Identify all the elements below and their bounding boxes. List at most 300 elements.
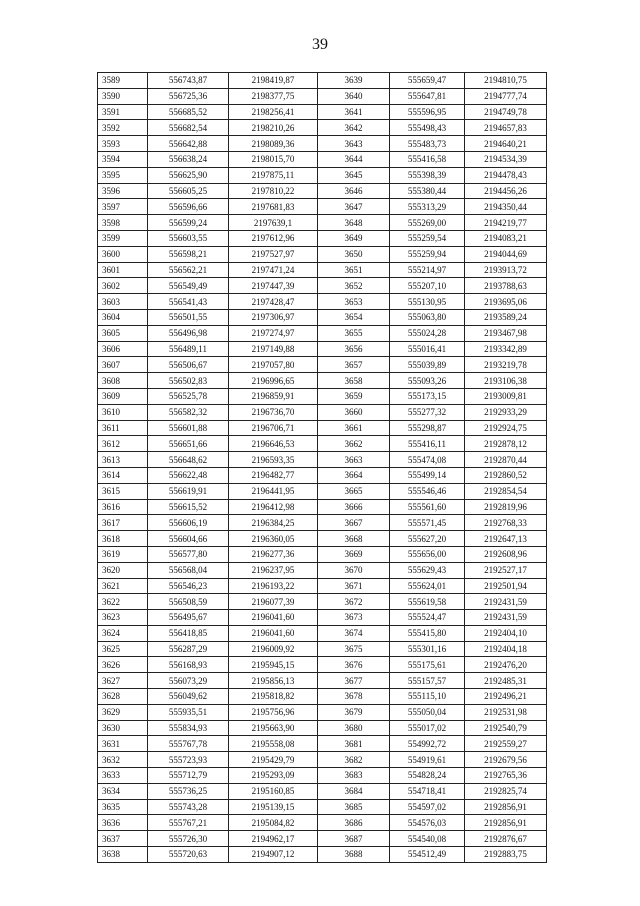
table-row (98, 641, 547, 657)
point-number-cell: 3643 (318, 136, 390, 152)
x-coordinate-cell: 554576,03 (390, 815, 465, 831)
table-row (98, 689, 547, 705)
point-number-cell: 3629 (98, 704, 148, 720)
y-coordinate-cell: 2194083,21 (465, 230, 547, 246)
x-coordinate-cell: 555767,78 (148, 736, 229, 752)
x-coordinate-cell: 556601,88 (148, 420, 229, 436)
x-coordinate-cell: 555736,25 (148, 783, 229, 799)
y-coordinate-cell: 2192501,94 (465, 578, 547, 594)
table-row (98, 610, 547, 626)
point-number-cell: 3636 (98, 815, 148, 831)
y-coordinate-cell: 2196412,98 (229, 499, 318, 515)
table-row (98, 673, 547, 689)
x-coordinate-cell: 556049,62 (148, 689, 229, 705)
point-number-cell: 3683 (318, 768, 390, 784)
point-number-cell: 3589 (98, 73, 148, 89)
y-coordinate-cell: 2193589,24 (465, 309, 547, 325)
table-row (98, 720, 547, 736)
y-coordinate-cell: 2197639,1 (229, 215, 318, 231)
y-coordinate-cell: 2197612,96 (229, 230, 318, 246)
y-coordinate-cell: 2196482,77 (229, 467, 318, 483)
point-number-cell: 3660 (318, 404, 390, 420)
y-coordinate-cell: 2192531,98 (465, 704, 547, 720)
x-coordinate-cell: 554992,72 (390, 736, 465, 752)
table-row (98, 562, 547, 578)
table-row (98, 230, 547, 246)
x-coordinate-cell: 555175,61 (390, 657, 465, 673)
x-coordinate-cell: 556619,91 (148, 483, 229, 499)
x-coordinate-cell: 555301,16 (390, 641, 465, 657)
x-coordinate-cell: 555624,01 (390, 578, 465, 594)
y-coordinate-cell: 2198256,41 (229, 104, 318, 120)
x-coordinate-cell: 556073,29 (148, 673, 229, 689)
y-coordinate-cell: 2192856,91 (465, 815, 547, 831)
x-coordinate-cell: 555629,43 (390, 562, 465, 578)
y-coordinate-cell: 2192431,59 (465, 610, 547, 626)
point-number-cell: 3641 (318, 104, 390, 120)
y-coordinate-cell: 2197274,97 (229, 325, 318, 341)
point-number-cell: 3657 (318, 357, 390, 373)
point-number-cell: 3652 (318, 278, 390, 294)
y-coordinate-cell: 2192768,33 (465, 515, 547, 531)
y-coordinate-cell: 2194044,69 (465, 246, 547, 262)
y-coordinate-cell: 2192647,13 (465, 531, 547, 547)
y-coordinate-cell: 2195756,96 (229, 704, 318, 720)
point-number-cell: 3655 (318, 325, 390, 341)
table-row (98, 625, 547, 641)
point-number-cell: 3662 (318, 436, 390, 452)
point-number-cell: 3635 (98, 799, 148, 815)
y-coordinate-cell: 2192856,91 (465, 799, 547, 815)
x-coordinate-cell: 555380,44 (390, 183, 465, 199)
y-coordinate-cell: 2192404,10 (465, 625, 547, 641)
point-number-cell: 3603 (98, 294, 148, 310)
point-number-cell: 3606 (98, 341, 148, 357)
x-coordinate-cell: 555712,79 (148, 768, 229, 784)
y-coordinate-cell: 2193788,63 (465, 278, 547, 294)
table-row (98, 136, 547, 152)
point-number-cell: 3649 (318, 230, 390, 246)
y-coordinate-cell: 2196277,36 (229, 546, 318, 562)
point-number-cell: 3593 (98, 136, 148, 152)
y-coordinate-cell: 2192476,20 (465, 657, 547, 673)
y-coordinate-cell: 2194350,44 (465, 199, 547, 215)
point-number-cell: 3601 (98, 262, 148, 278)
point-number-cell: 3623 (98, 610, 148, 626)
point-number-cell: 3616 (98, 499, 148, 515)
point-number-cell: 3610 (98, 404, 148, 420)
point-number-cell: 3671 (318, 578, 390, 594)
point-number-cell: 3624 (98, 625, 148, 641)
table-row (98, 73, 547, 89)
y-coordinate-cell: 2192527,17 (465, 562, 547, 578)
table-row (98, 183, 547, 199)
table-row (98, 104, 547, 120)
point-number-cell: 3611 (98, 420, 148, 436)
y-coordinate-cell: 2193106,38 (465, 373, 547, 389)
table-row (98, 309, 547, 325)
table-row (98, 546, 547, 562)
x-coordinate-cell: 555039,89 (390, 357, 465, 373)
y-coordinate-cell: 2195084,82 (229, 815, 318, 831)
point-number-cell: 3663 (318, 452, 390, 468)
y-coordinate-cell: 2194657,83 (465, 120, 547, 136)
x-coordinate-cell: 556168,93 (148, 657, 229, 673)
table-row (98, 373, 547, 389)
y-coordinate-cell: 2192924,75 (465, 420, 547, 436)
y-coordinate-cell: 2194219,77 (465, 215, 547, 231)
point-number-cell: 3687 (318, 831, 390, 847)
y-coordinate-cell: 2192883,75 (465, 847, 547, 863)
y-coordinate-cell: 2198210,26 (229, 120, 318, 136)
point-number-cell: 3681 (318, 736, 390, 752)
y-coordinate-cell: 2197471,24 (229, 262, 318, 278)
x-coordinate-cell: 556651,66 (148, 436, 229, 452)
x-coordinate-cell: 555415,80 (390, 625, 465, 641)
table-row (98, 420, 547, 436)
x-coordinate-cell: 555524,47 (390, 610, 465, 626)
y-coordinate-cell: 2194749,78 (465, 104, 547, 120)
table-row (98, 88, 547, 104)
point-number-cell: 3600 (98, 246, 148, 262)
table-row (98, 783, 547, 799)
table-row (98, 452, 547, 468)
table-row (98, 483, 547, 499)
point-number-cell: 3599 (98, 230, 148, 246)
x-coordinate-cell: 555647,81 (390, 88, 465, 104)
y-coordinate-cell: 2196736,70 (229, 404, 318, 420)
point-number-cell: 3654 (318, 309, 390, 325)
table-row (98, 167, 547, 183)
y-coordinate-cell: 2196996,65 (229, 373, 318, 389)
point-number-cell: 3673 (318, 610, 390, 626)
point-number-cell: 3645 (318, 167, 390, 183)
y-coordinate-cell: 2193219,78 (465, 357, 547, 373)
point-number-cell: 3668 (318, 531, 390, 547)
point-number-cell: 3658 (318, 373, 390, 389)
x-coordinate-cell: 556496,98 (148, 325, 229, 341)
x-coordinate-cell: 555723,93 (148, 752, 229, 768)
point-number-cell: 3591 (98, 104, 148, 120)
y-coordinate-cell: 2195818,82 (229, 689, 318, 705)
table-row (98, 594, 547, 610)
x-coordinate-cell: 556625,90 (148, 167, 229, 183)
x-coordinate-cell: 556599,24 (148, 215, 229, 231)
x-coordinate-cell: 556582,32 (148, 404, 229, 420)
y-coordinate-cell: 2192608,96 (465, 546, 547, 562)
point-number-cell: 3634 (98, 783, 148, 799)
x-coordinate-cell: 554828,24 (390, 768, 465, 784)
point-number-cell: 3684 (318, 783, 390, 799)
point-number-cell: 3664 (318, 467, 390, 483)
y-coordinate-cell: 2194534,39 (465, 151, 547, 167)
y-coordinate-cell: 2198015,70 (229, 151, 318, 167)
point-number-cell: 3619 (98, 546, 148, 562)
x-coordinate-cell: 555474,08 (390, 452, 465, 468)
point-number-cell: 3595 (98, 167, 148, 183)
y-coordinate-cell: 2192431,59 (465, 594, 547, 610)
y-coordinate-cell: 2192876,67 (465, 831, 547, 847)
point-number-cell: 3672 (318, 594, 390, 610)
x-coordinate-cell: 556287,29 (148, 641, 229, 657)
x-coordinate-cell: 556596,66 (148, 199, 229, 215)
x-coordinate-cell: 554919,61 (390, 752, 465, 768)
y-coordinate-cell: 2192933,29 (465, 404, 547, 420)
x-coordinate-cell: 554597,02 (390, 799, 465, 815)
table-row (98, 215, 547, 231)
y-coordinate-cell: 2198377,75 (229, 88, 318, 104)
x-coordinate-cell: 556502,83 (148, 373, 229, 389)
point-number-cell: 3609 (98, 388, 148, 404)
y-coordinate-cell: 2198419,87 (229, 73, 318, 89)
x-coordinate-cell: 555659,47 (390, 73, 465, 89)
point-number-cell: 3608 (98, 373, 148, 389)
y-coordinate-cell: 2192819,96 (465, 499, 547, 515)
y-coordinate-cell: 2196077,39 (229, 594, 318, 610)
point-number-cell: 3633 (98, 768, 148, 784)
table-row (98, 657, 547, 673)
point-number-cell: 3632 (98, 752, 148, 768)
point-number-cell: 3617 (98, 515, 148, 531)
point-number-cell: 3592 (98, 120, 148, 136)
x-coordinate-cell: 555416,11 (390, 436, 465, 452)
y-coordinate-cell: 2194478,43 (465, 167, 547, 183)
point-number-cell: 3637 (98, 831, 148, 847)
x-coordinate-cell: 555130,95 (390, 294, 465, 310)
x-coordinate-cell: 555115,10 (390, 689, 465, 705)
x-coordinate-cell: 555627,20 (390, 531, 465, 547)
point-number-cell: 3618 (98, 531, 148, 547)
y-coordinate-cell: 2196384,25 (229, 515, 318, 531)
y-coordinate-cell: 2197149,88 (229, 341, 318, 357)
x-coordinate-cell: 555214,97 (390, 262, 465, 278)
coordinates-table (97, 72, 547, 863)
x-coordinate-cell: 556495,67 (148, 610, 229, 626)
x-coordinate-cell: 556598,21 (148, 246, 229, 262)
point-number-cell: 3627 (98, 673, 148, 689)
point-number-cell: 3640 (318, 88, 390, 104)
point-number-cell: 3630 (98, 720, 148, 736)
x-coordinate-cell: 555571,45 (390, 515, 465, 531)
table-row (98, 467, 547, 483)
y-coordinate-cell: 2192870,44 (465, 452, 547, 468)
x-coordinate-cell: 555483,73 (390, 136, 465, 152)
x-coordinate-cell: 556506,67 (148, 357, 229, 373)
point-number-cell: 3651 (318, 262, 390, 278)
point-number-cell: 3596 (98, 183, 148, 199)
point-number-cell: 3614 (98, 467, 148, 483)
x-coordinate-cell: 556541,43 (148, 294, 229, 310)
point-number-cell: 3622 (98, 594, 148, 610)
point-number-cell: 3642 (318, 120, 390, 136)
point-number-cell: 3613 (98, 452, 148, 468)
y-coordinate-cell: 2193695,06 (465, 294, 547, 310)
y-coordinate-cell: 2193009,81 (465, 388, 547, 404)
y-coordinate-cell: 2192825,74 (465, 783, 547, 799)
point-number-cell: 3665 (318, 483, 390, 499)
table-row (98, 404, 547, 420)
y-coordinate-cell: 2197875,11 (229, 167, 318, 183)
x-coordinate-cell: 556605,25 (148, 183, 229, 199)
point-number-cell: 3685 (318, 799, 390, 815)
coordinates-table-body (98, 73, 547, 863)
y-coordinate-cell: 2192485,31 (465, 673, 547, 689)
y-coordinate-cell: 2193913,72 (465, 262, 547, 278)
x-coordinate-cell: 555561,60 (390, 499, 465, 515)
point-number-cell: 3682 (318, 752, 390, 768)
y-coordinate-cell: 2197810,22 (229, 183, 318, 199)
y-coordinate-cell: 2192540,79 (465, 720, 547, 736)
table-row (98, 294, 547, 310)
x-coordinate-cell: 555743,28 (148, 799, 229, 815)
y-coordinate-cell: 2195558,08 (229, 736, 318, 752)
x-coordinate-cell: 555050,04 (390, 704, 465, 720)
y-coordinate-cell: 2194777,74 (465, 88, 547, 104)
table-row (98, 357, 547, 373)
y-coordinate-cell: 2197527,97 (229, 246, 318, 262)
x-coordinate-cell: 556508,59 (148, 594, 229, 610)
table-row (98, 436, 547, 452)
y-coordinate-cell: 2194810,75 (465, 73, 547, 89)
y-coordinate-cell: 2197306,97 (229, 309, 318, 325)
point-number-cell: 3678 (318, 689, 390, 705)
table-row (98, 831, 547, 847)
x-coordinate-cell: 556685,52 (148, 104, 229, 120)
y-coordinate-cell: 2196041,60 (229, 625, 318, 641)
point-number-cell: 3679 (318, 704, 390, 720)
x-coordinate-cell: 555726,30 (148, 831, 229, 847)
y-coordinate-cell: 2196193,22 (229, 578, 318, 594)
x-coordinate-cell: 555093,26 (390, 373, 465, 389)
table-row (98, 199, 547, 215)
x-coordinate-cell: 555499,14 (390, 467, 465, 483)
y-coordinate-cell: 2195856,13 (229, 673, 318, 689)
point-number-cell: 3666 (318, 499, 390, 515)
point-number-cell: 3676 (318, 657, 390, 673)
point-number-cell: 3639 (318, 73, 390, 89)
point-number-cell: 3646 (318, 183, 390, 199)
x-coordinate-cell: 555259,94 (390, 246, 465, 262)
x-coordinate-cell: 555063,80 (390, 309, 465, 325)
y-coordinate-cell: 2192765,36 (465, 768, 547, 784)
point-number-cell: 3638 (98, 847, 148, 863)
point-number-cell: 3607 (98, 357, 148, 373)
point-number-cell: 3631 (98, 736, 148, 752)
table-row (98, 325, 547, 341)
x-coordinate-cell: 556604,66 (148, 531, 229, 547)
table-row (98, 531, 547, 547)
point-number-cell: 3602 (98, 278, 148, 294)
table-row (98, 262, 547, 278)
table-row (98, 736, 547, 752)
table-row (98, 120, 547, 136)
table-row (98, 768, 547, 784)
x-coordinate-cell: 555259,54 (390, 230, 465, 246)
point-number-cell: 3620 (98, 562, 148, 578)
point-number-cell: 3667 (318, 515, 390, 531)
y-coordinate-cell: 2195160,85 (229, 783, 318, 799)
point-number-cell: 3612 (98, 436, 148, 452)
point-number-cell: 3647 (318, 199, 390, 215)
point-number-cell: 3656 (318, 341, 390, 357)
y-coordinate-cell: 2195429,79 (229, 752, 318, 768)
y-coordinate-cell: 2198089,36 (229, 136, 318, 152)
y-coordinate-cell: 2194962,17 (229, 831, 318, 847)
x-coordinate-cell: 555157,57 (390, 673, 465, 689)
x-coordinate-cell: 555619,58 (390, 594, 465, 610)
y-coordinate-cell: 2196009,92 (229, 641, 318, 657)
y-coordinate-cell: 2197428,47 (229, 294, 318, 310)
x-coordinate-cell: 556562,21 (148, 262, 229, 278)
point-number-cell: 3674 (318, 625, 390, 641)
point-number-cell: 3677 (318, 673, 390, 689)
table-row (98, 151, 547, 167)
y-coordinate-cell: 2192860,52 (465, 467, 547, 483)
point-number-cell: 3675 (318, 641, 390, 657)
y-coordinate-cell: 2196237,95 (229, 562, 318, 578)
x-coordinate-cell: 556638,24 (148, 151, 229, 167)
x-coordinate-cell: 556546,23 (148, 578, 229, 594)
point-number-cell: 3626 (98, 657, 148, 673)
point-number-cell: 3648 (318, 215, 390, 231)
table-row (98, 578, 547, 594)
x-coordinate-cell: 556418,85 (148, 625, 229, 641)
y-coordinate-cell: 2196360,05 (229, 531, 318, 547)
x-coordinate-cell: 555313,29 (390, 199, 465, 215)
point-number-cell: 3644 (318, 151, 390, 167)
y-coordinate-cell: 2192854,54 (465, 483, 547, 499)
point-number-cell: 3670 (318, 562, 390, 578)
point-number-cell: 3659 (318, 388, 390, 404)
y-coordinate-cell: 2192679,56 (465, 752, 547, 768)
table-row (98, 515, 547, 531)
y-coordinate-cell: 2197057,80 (229, 357, 318, 373)
x-coordinate-cell: 555207,10 (390, 278, 465, 294)
x-coordinate-cell: 556549,49 (148, 278, 229, 294)
x-coordinate-cell: 556743,87 (148, 73, 229, 89)
x-coordinate-cell: 556568,04 (148, 562, 229, 578)
y-coordinate-cell: 2192559,27 (465, 736, 547, 752)
x-coordinate-cell: 555398,39 (390, 167, 465, 183)
table-row (98, 815, 547, 831)
x-coordinate-cell: 554540,08 (390, 831, 465, 847)
x-coordinate-cell: 556603,55 (148, 230, 229, 246)
x-coordinate-cell: 555935,51 (148, 704, 229, 720)
x-coordinate-cell: 555596,95 (390, 104, 465, 120)
point-number-cell: 3688 (318, 847, 390, 863)
point-number-cell: 3605 (98, 325, 148, 341)
x-coordinate-cell: 556489,11 (148, 341, 229, 357)
y-coordinate-cell: 2196593,35 (229, 452, 318, 468)
y-coordinate-cell: 2196646,53 (229, 436, 318, 452)
x-coordinate-cell: 555269,00 (390, 215, 465, 231)
y-coordinate-cell: 2192404,18 (465, 641, 547, 657)
y-coordinate-cell: 2194907,12 (229, 847, 318, 863)
table-row (98, 278, 547, 294)
x-coordinate-cell: 555277,32 (390, 404, 465, 420)
table-row (98, 752, 547, 768)
point-number-cell: 3621 (98, 578, 148, 594)
y-coordinate-cell: 2195293,09 (229, 768, 318, 784)
point-number-cell: 3680 (318, 720, 390, 736)
point-number-cell: 3598 (98, 215, 148, 231)
x-coordinate-cell: 555016,41 (390, 341, 465, 357)
point-number-cell: 3650 (318, 246, 390, 262)
table-row (98, 341, 547, 357)
y-coordinate-cell: 2196706,71 (229, 420, 318, 436)
x-coordinate-cell: 556725,36 (148, 88, 229, 104)
x-coordinate-cell: 555017,02 (390, 720, 465, 736)
